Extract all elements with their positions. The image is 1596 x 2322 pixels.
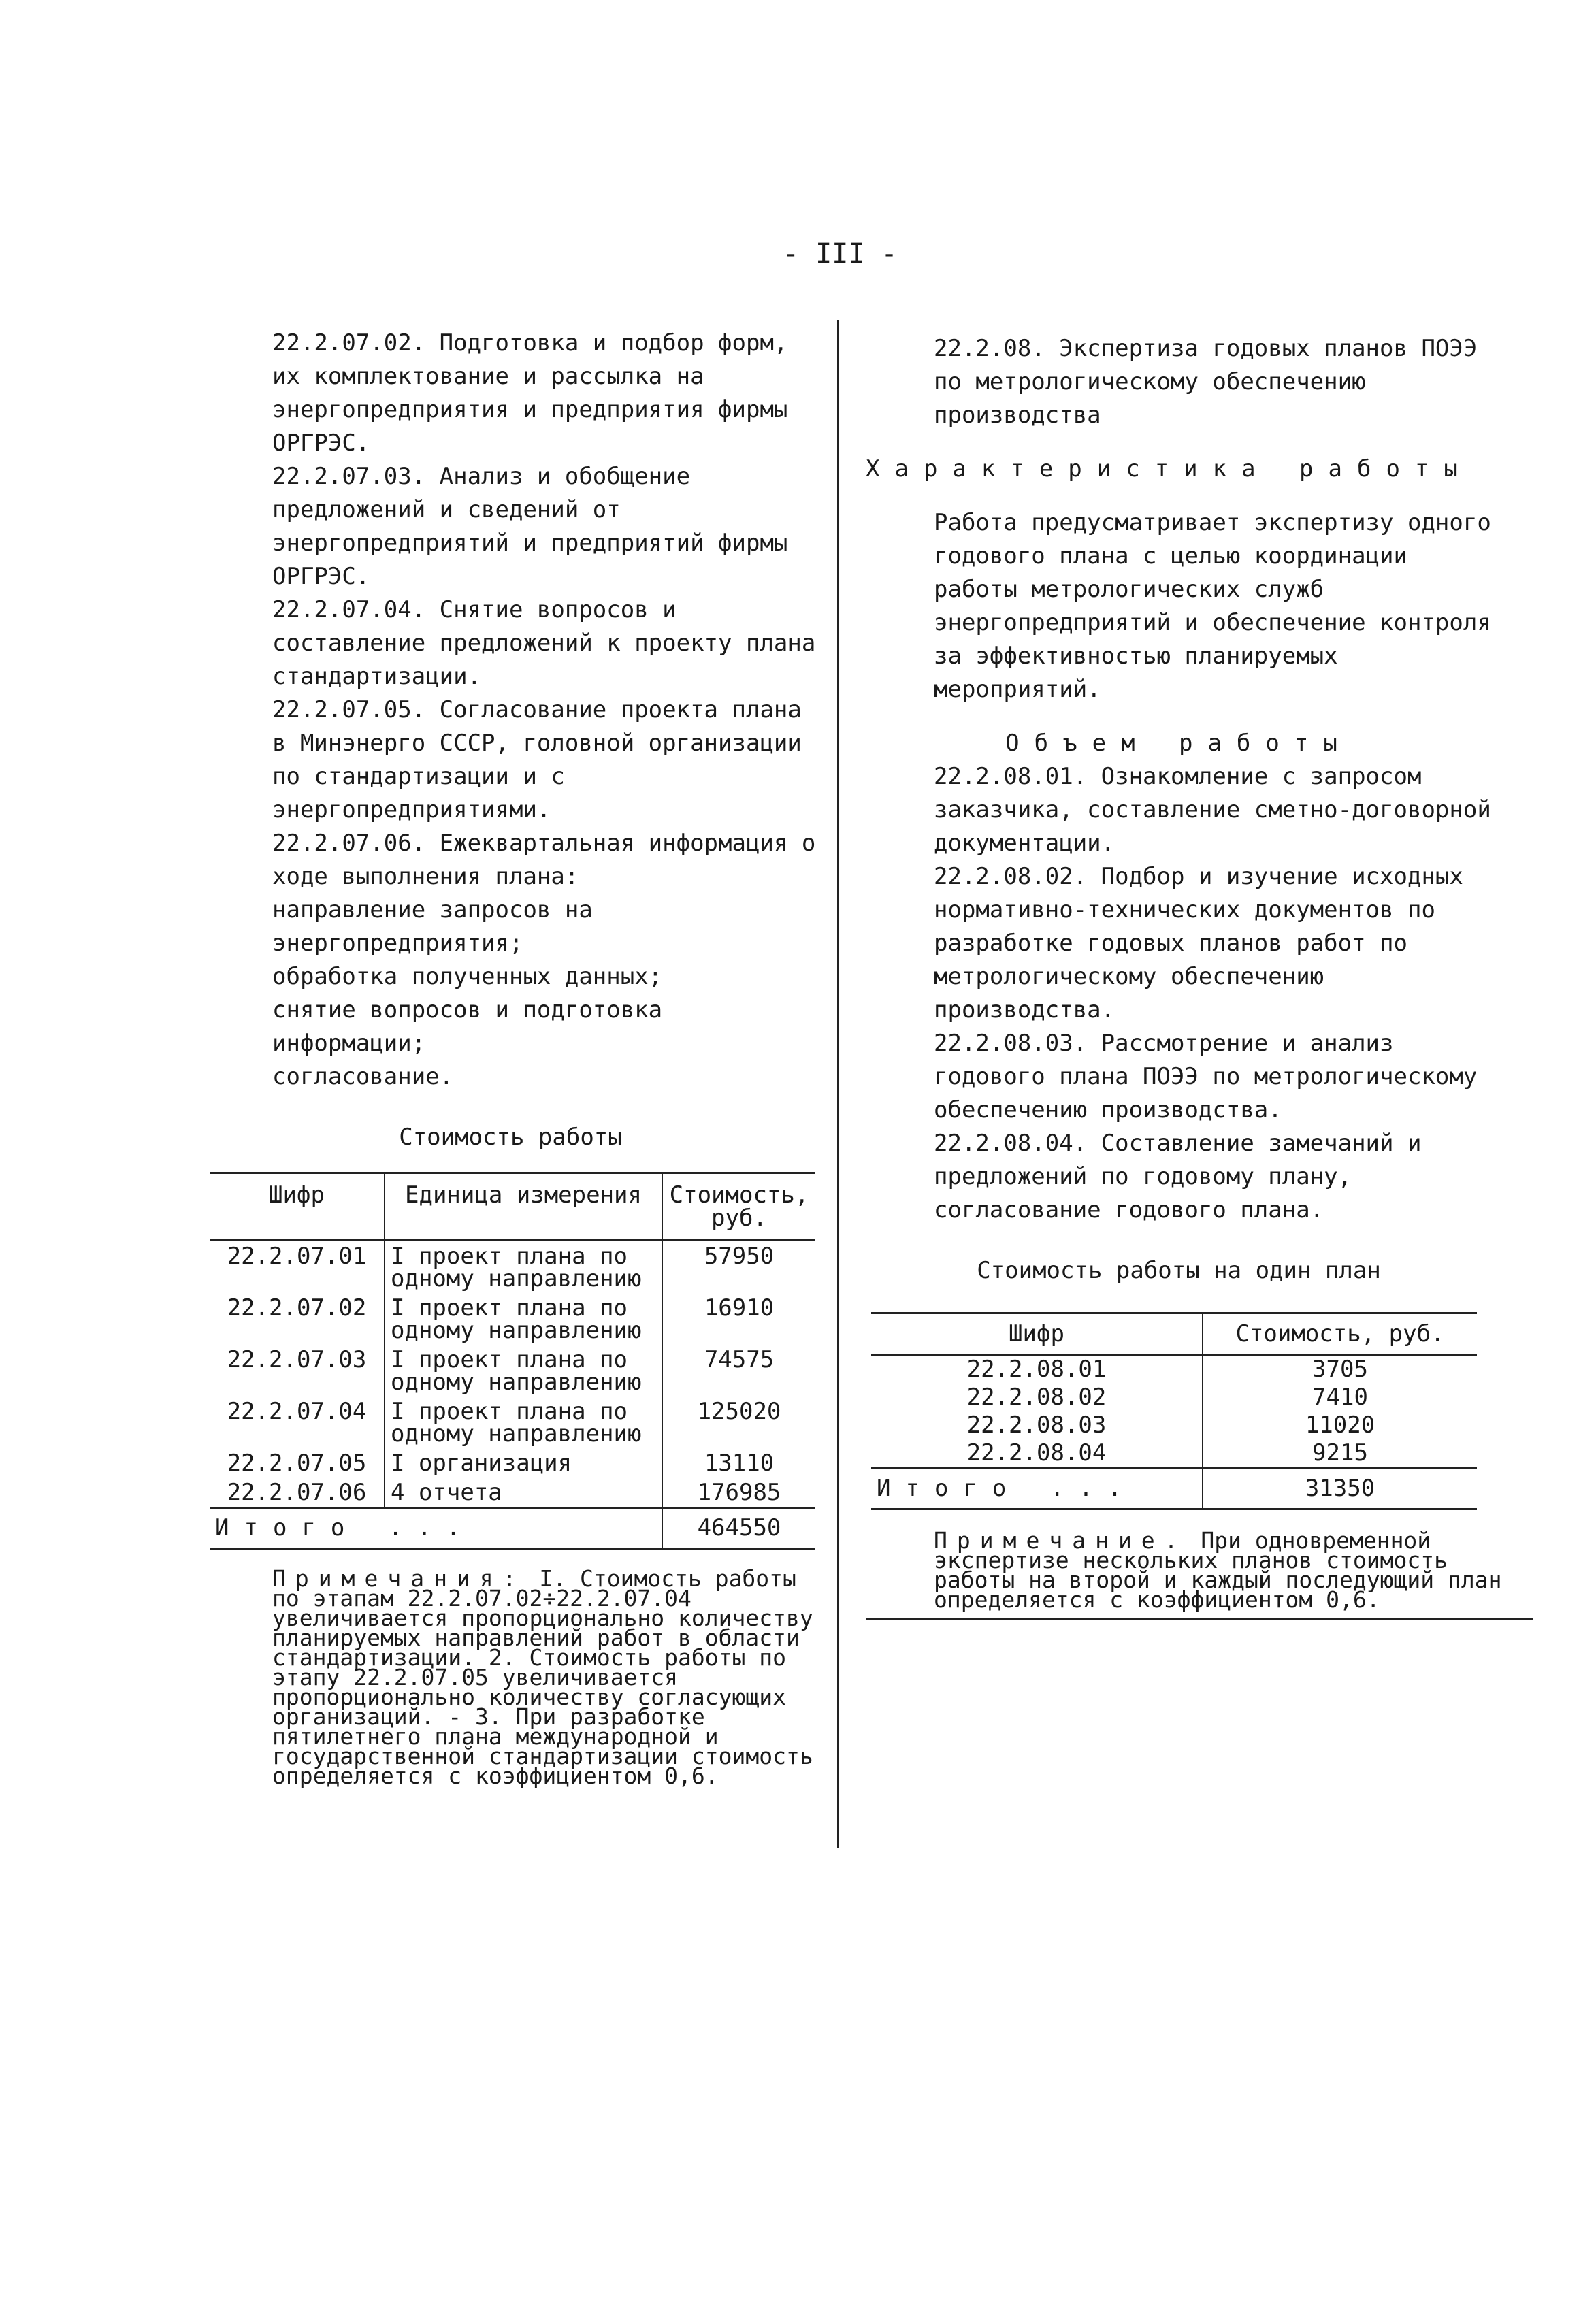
- cost-cell: 57950: [704, 1243, 775, 1270]
- scope-heading: Объем работы: [1005, 730, 1352, 757]
- list-item: направление запросов на энергопредприятия;: [272, 896, 593, 957]
- cost-cell: 125020: [697, 1398, 781, 1425]
- table-title: Стоимость работы на один план: [977, 1257, 1381, 1284]
- section-title: 22.2.08. Экспертиза годовых планов ПОЭЭ по метрологическому обеспечению производства: [934, 335, 1478, 429]
- code-cell: 22.2.08.04: [871, 1439, 1203, 1469]
- code-cell: 22.2.08.03: [871, 1411, 1203, 1439]
- table-row: [871, 1384, 1477, 1411]
- notes-text: I. Стоимость работы по этапам 22.2.07.02÷22.2.07.04 увеличивается пропорционально количеству планируемых направлений работ в области стандартизации. 2. Стоимость работы по этапу 22.2.07.05 увеличивается пропорционально количеству согласующих организаций. - 3. При разработке пятилетнего плана международной и государственной стандартизации стоимость определяется с коэффициентом 0,6.: [272, 1565, 813, 1789]
- unit-cell: I проект плана по одному направлению: [385, 1345, 662, 1396]
- total-row: [871, 1469, 1477, 1509]
- paragraph-22-2-07-03: 22.2.07.03. Анализ и обобщение предложений и сведений от энергопредприятий и предприятий фирмы ОРГРЭС.: [272, 463, 788, 590]
- right-column: [866, 332, 1502, 1620]
- code-cell: 22.2.08.02: [871, 1384, 1203, 1411]
- cost-cell: 11020: [1305, 1411, 1375, 1439]
- characteristic-heading: Характеристика работы: [866, 455, 1473, 483]
- paragraph-22-2-07-05: 22.2.07.05. Согласование проекта плана в Минэнерго СССР, головной организации по стандартизации и с энергопредприятиями.: [272, 696, 802, 823]
- notes-label: Примечания:: [272, 1565, 526, 1592]
- code-cell: 22.2.07.04: [210, 1396, 385, 1448]
- cost-per-plan-table: [871, 1312, 1477, 1510]
- unit-cell: I организация: [385, 1448, 662, 1477]
- code-cell: 22.2.07.02: [210, 1293, 385, 1345]
- cost-table: [210, 1172, 815, 1550]
- list-item: обработка полученных данных;: [272, 963, 663, 990]
- column-header: Стоимость, руб.: [662, 1173, 815, 1241]
- column-header: Шифр: [210, 1173, 385, 1241]
- cost-cell: 176985: [697, 1479, 781, 1506]
- code-cell: 22.2.07.01: [210, 1241, 385, 1294]
- code-cell: 22.2.07.03: [210, 1345, 385, 1396]
- paragraph-22-2-08-02: 22.2.08.02. Подбор и изучение исходных нормативно-технических документов по разработке годовых планов работ по метрологическому обеспечению производства.: [934, 863, 1463, 1024]
- table-row: [210, 1241, 815, 1294]
- table-notes: [204, 1565, 817, 1789]
- left-column: [204, 327, 817, 1789]
- unit-cell: I проект плана по одному направлению: [385, 1396, 662, 1448]
- table-row: [210, 1345, 815, 1396]
- code-cell: 22.2.08.01: [871, 1355, 1203, 1384]
- cost-cell: 74575: [704, 1346, 775, 1373]
- unit-cell: I проект плана по одному направлению: [385, 1241, 662, 1294]
- characteristic-text: Работа предусматривает экспертизу одного годового плана с целью координации работы метрологических служб энергопредприятий и обеспечение контроля за эффективностью планируемых мероприятий.: [934, 509, 1491, 703]
- paragraph-22-2-07-04: 22.2.07.04. Снятие вопросов и составление предложений к проекту плана стандартизации.: [272, 596, 816, 690]
- total-label: Итого ...: [871, 1469, 1203, 1509]
- column-divider: [837, 320, 839, 1848]
- paragraph-22-2-07-06: 22.2.07.06. Ежеквартальная информация о ходе выполнения плана:: [272, 830, 816, 890]
- paragraph-22-2-08-01: 22.2.08.01. Ознакомление с запросом заказчика, составление сметно-договорной документации.: [934, 763, 1491, 857]
- total-value: 31350: [1203, 1469, 1477, 1509]
- paragraph-22-2-07-02: 22.2.07.02. Подготовка и подбор форм, их комплектование и рассылка на энергопредприятия и предприятия фирмы ОРГРЭС.: [272, 329, 788, 457]
- table-row: [210, 1293, 815, 1345]
- cost-cell: 3705: [1312, 1356, 1368, 1383]
- cost-cell: 9215: [1312, 1439, 1368, 1467]
- paragraph-22-2-08-04: 22.2.08.04. Составление замечаний и предложений по годовому плану, согласование годового плана.: [934, 1130, 1422, 1224]
- table-row: [210, 1396, 815, 1448]
- column-header: Единица измерения: [385, 1173, 662, 1241]
- table-row: [871, 1439, 1477, 1469]
- total-label: Итого ...: [210, 1508, 662, 1549]
- table-row: [210, 1477, 815, 1508]
- unit-cell: I проект плана по одному направлению: [385, 1293, 662, 1345]
- total-value: 464550: [662, 1508, 815, 1549]
- cost-cell: 16910: [704, 1294, 775, 1322]
- table-title: Стоимость работы: [399, 1124, 622, 1151]
- table-note: [866, 1527, 1533, 1620]
- total-row: [210, 1508, 815, 1549]
- cost-cell: 13110: [704, 1450, 775, 1477]
- list-item: согласование.: [272, 1063, 454, 1090]
- column-header: Шифр: [871, 1313, 1203, 1355]
- unit-cell: 4 отчета: [385, 1477, 662, 1508]
- page-number: - III -: [783, 238, 898, 269]
- list-item: снятие вопросов и подготовка информации;: [272, 996, 663, 1057]
- table-row: [871, 1355, 1477, 1384]
- code-cell: 22.2.07.06: [210, 1477, 385, 1508]
- column-header: Стоимость, руб.: [1203, 1313, 1477, 1355]
- note-label: Примечание.: [934, 1527, 1188, 1554]
- table-row: [871, 1411, 1477, 1439]
- cost-cell: 7410: [1312, 1384, 1368, 1411]
- code-cell: 22.2.07.05: [210, 1448, 385, 1477]
- paragraph-22-2-08-03: 22.2.08.03. Рассмотрение и анализ годового плана ПОЭЭ по метрологическому обеспечению производства.: [934, 1030, 1478, 1124]
- table-row: [210, 1448, 815, 1477]
- note-text: При одновременной экспертизе нескольких планов стоимость работы на второй и каждый последующий план определяется с коэффициентом 0,6.: [934, 1527, 1502, 1613]
